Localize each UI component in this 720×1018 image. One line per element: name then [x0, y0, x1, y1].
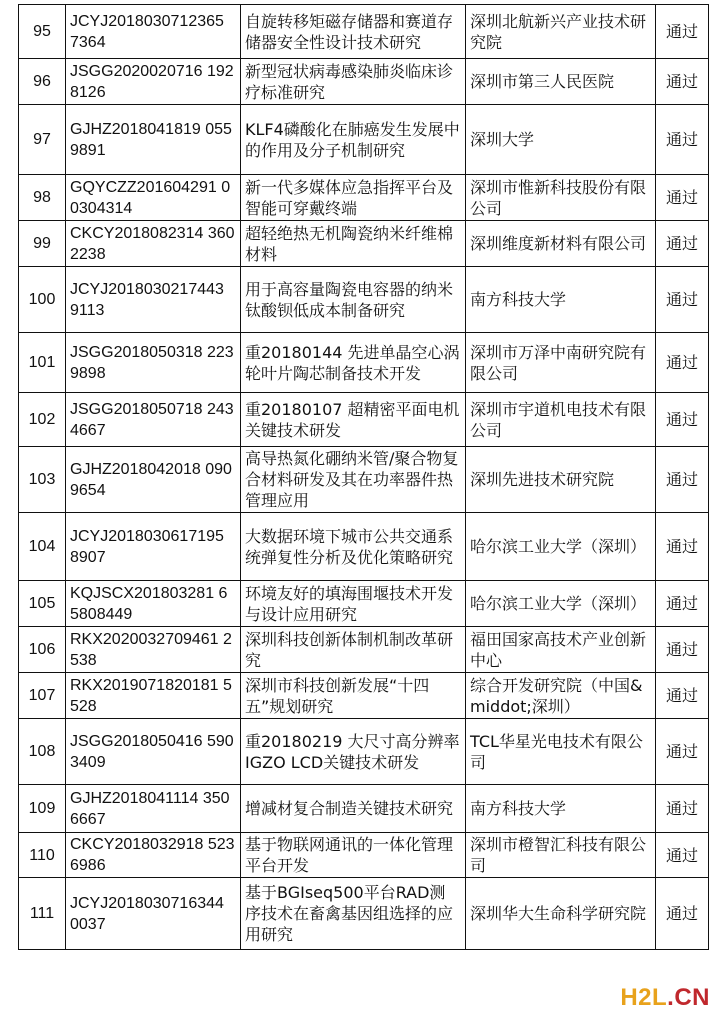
row-number: 106	[19, 627, 66, 673]
project-title: 超轻绝热无机陶瓷纳米纤维棉材料	[241, 221, 466, 267]
row-number: 107	[19, 673, 66, 719]
project-code: RKX2019071820181 5528	[66, 673, 241, 719]
organization: 深圳先进技术研究院	[466, 447, 656, 513]
watermark-part2: .CN	[667, 984, 710, 1011]
table-row	[19, 513, 709, 581]
watermark-part1: H2L	[620, 984, 668, 1011]
project-code: GJHZ2018041819 0559891	[66, 105, 241, 175]
table-row	[19, 267, 709, 333]
organization: 深圳市惟新科技股份有限公司	[466, 175, 656, 221]
table-row	[19, 785, 709, 833]
table-row	[19, 105, 709, 175]
review-result: 通过	[656, 785, 709, 833]
organization: 深圳华大生命科学研究院	[466, 878, 656, 950]
row-number: 110	[19, 833, 66, 878]
project-title: 深圳科技创新体制机制改革研究	[241, 627, 466, 673]
row-number: 98	[19, 175, 66, 221]
table-row	[19, 673, 709, 719]
table-row	[19, 59, 709, 105]
project-title: 用于高容量陶瓷电容器的纳米钛酸钡低成本制备研究	[241, 267, 466, 333]
review-result: 通过	[656, 719, 709, 785]
project-title: 新一代多媒体应急指挥平台及智能可穿戴终端	[241, 175, 466, 221]
project-title: 自旋转移矩磁存储器和赛道存储器安全性设计技术研究	[241, 5, 466, 59]
project-table	[18, 4, 709, 950]
table-row	[19, 581, 709, 627]
project-code: GJHZ2018041114 3506667	[66, 785, 241, 833]
table-row	[19, 221, 709, 267]
table-row	[19, 393, 709, 447]
organization: 深圳维度新材料有限公司	[466, 221, 656, 267]
row-number: 111	[19, 878, 66, 950]
organization: 综合开发研究院（中国&middot;深圳）	[466, 673, 656, 719]
project-title: 重20180219 大尺寸高分辨率 IGZO LCD关键技术研发	[241, 719, 466, 785]
review-result: 通过	[656, 267, 709, 333]
project-title: 新型冠状病毒感染肺炎临床诊疗标准研究	[241, 59, 466, 105]
table-row	[19, 878, 709, 950]
project-title: 环境友好的填海围堰技术开发与设计应用研究	[241, 581, 466, 627]
project-code: JCYJ2018030617195 8907	[66, 513, 241, 581]
row-number: 108	[19, 719, 66, 785]
organization: 福田国家高技术产业创新中心	[466, 627, 656, 673]
table-row	[19, 5, 709, 59]
row-number: 99	[19, 221, 66, 267]
organization: 深圳市宇道机电技术有限公司	[466, 393, 656, 447]
project-code: JSGG2020020716 1928126	[66, 59, 241, 105]
organization: 南方科技大学	[466, 785, 656, 833]
review-result: 通过	[656, 5, 709, 59]
project-title: 重20180144 先进单晶空心涡轮叶片陶芯制备技术开发	[241, 333, 466, 393]
project-code: JCYJ2018030712365 7364	[66, 5, 241, 59]
review-result: 通过	[656, 105, 709, 175]
row-number: 95	[19, 5, 66, 59]
project-code: CKCY2018032918 5236986	[66, 833, 241, 878]
project-code: JCYJ2018030217443 9113	[66, 267, 241, 333]
row-number: 100	[19, 267, 66, 333]
row-number: 101	[19, 333, 66, 393]
table-row	[19, 833, 709, 878]
review-result: 通过	[656, 833, 709, 878]
project-title: 增减材复合制造关键技术研究	[241, 785, 466, 833]
project-title: 高导热氮化硼纳米管/聚合物复合材料研发及其在功率器件热管理应用	[241, 447, 466, 513]
review-result: 通过	[656, 513, 709, 581]
table-row	[19, 333, 709, 393]
organization: 深圳市橙智汇科技有限公司	[466, 833, 656, 878]
site-watermark-logo	[620, 984, 710, 1012]
review-result: 通过	[656, 878, 709, 950]
row-number: 105	[19, 581, 66, 627]
organization: 哈尔滨工业大学（深圳）	[466, 513, 656, 581]
row-number: 102	[19, 393, 66, 447]
project-title: 大数据环境下城市公共交通系统弹复性分析及优化策略研究	[241, 513, 466, 581]
table-row	[19, 627, 709, 673]
review-result: 通过	[656, 221, 709, 267]
review-result: 通过	[656, 393, 709, 447]
project-title: 基于物联网通讯的一体化管理平台开发	[241, 833, 466, 878]
organization: 深圳市万泽中南研究院有限公司	[466, 333, 656, 393]
table-row	[19, 719, 709, 785]
project-code: JSGG2018050718 2434667	[66, 393, 241, 447]
project-code: KQJSCX201803281 65808449	[66, 581, 241, 627]
row-number: 96	[19, 59, 66, 105]
organization: 深圳市第三人民医院	[466, 59, 656, 105]
project-title: 基于BGIseq500平台RAD测序技术在畜禽基因组选择的应用研究	[241, 878, 466, 950]
review-result: 通过	[656, 333, 709, 393]
project-code: JSGG2018050318 2239898	[66, 333, 241, 393]
project-code: RKX2020032709461 2538	[66, 627, 241, 673]
review-result: 通过	[656, 627, 709, 673]
organization: 南方科技大学	[466, 267, 656, 333]
table-row	[19, 175, 709, 221]
organization: 深圳大学	[466, 105, 656, 175]
row-number: 97	[19, 105, 66, 175]
project-code: JCYJ2018030716344 0037	[66, 878, 241, 950]
project-title: KLF4磷酸化在肺癌发生发展中的作用及分子机制研究	[241, 105, 466, 175]
review-result: 通过	[656, 59, 709, 105]
organization: TCL华星光电技术有限公司	[466, 719, 656, 785]
row-number: 103	[19, 447, 66, 513]
review-result: 通过	[656, 175, 709, 221]
table-row	[19, 447, 709, 513]
row-number: 109	[19, 785, 66, 833]
organization: 深圳北航新兴产业技术研究院	[466, 5, 656, 59]
review-result: 通过	[656, 581, 709, 627]
row-number: 104	[19, 513, 66, 581]
project-title: 重20180107 超精密平面电机关键技术研发	[241, 393, 466, 447]
project-code: GJHZ2018042018 0909654	[66, 447, 241, 513]
review-result: 通过	[656, 673, 709, 719]
project-table-body	[19, 5, 709, 950]
organization: 哈尔滨工业大学（深圳）	[466, 581, 656, 627]
project-code: JSGG2018050416 5903409	[66, 719, 241, 785]
project-code: CKCY2018082314 3602238	[66, 221, 241, 267]
project-code: GQYCZZ201604291 00304314	[66, 175, 241, 221]
review-result: 通过	[656, 447, 709, 513]
project-title: 深圳市科技创新发展“十四五”规划研究	[241, 673, 466, 719]
